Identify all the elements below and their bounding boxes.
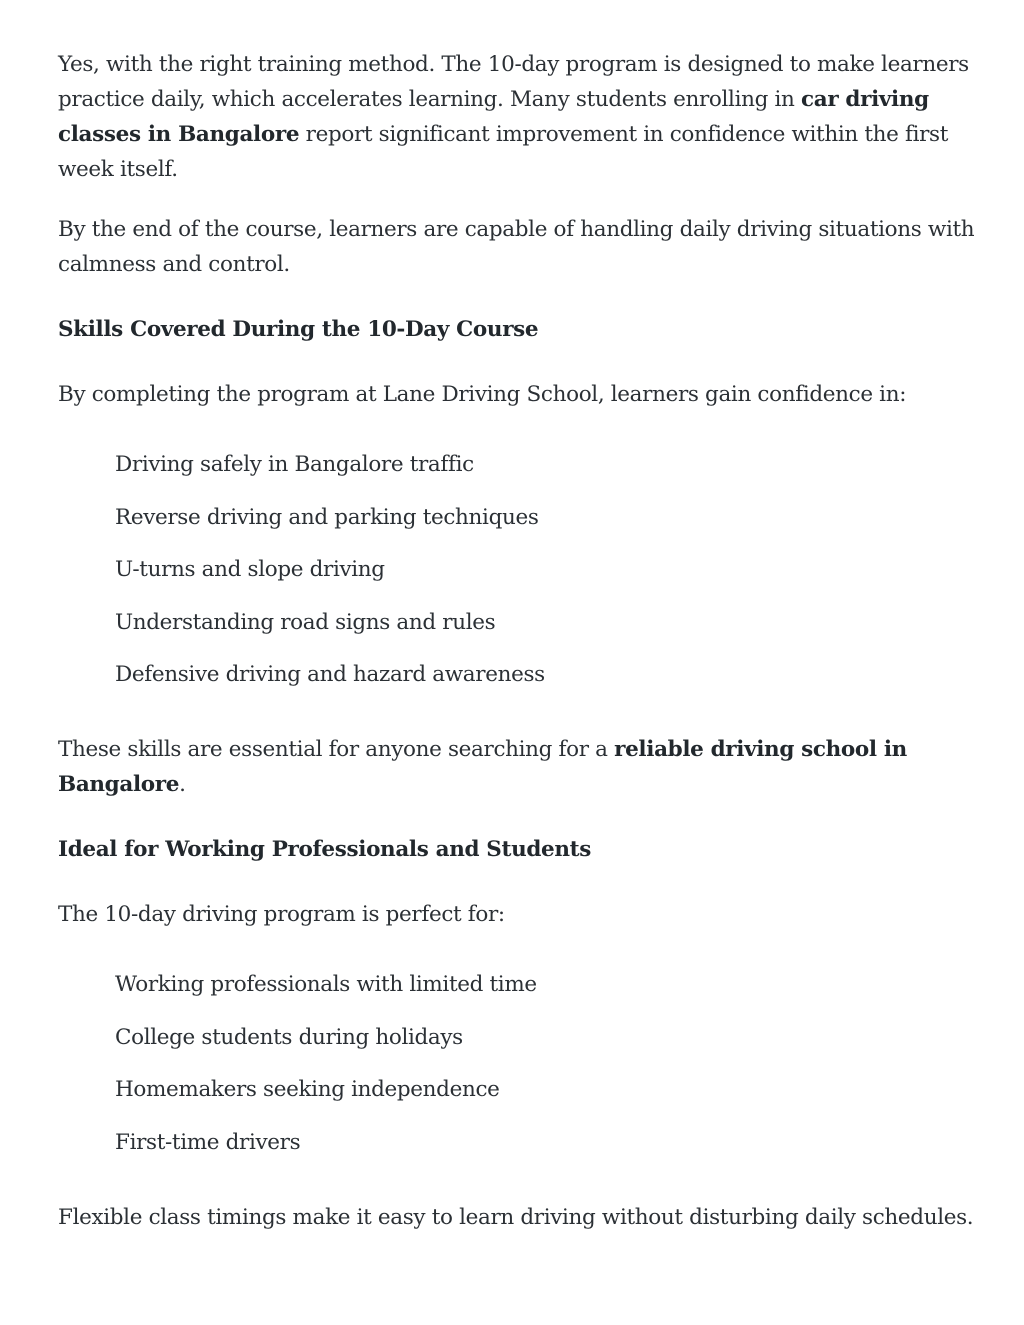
paragraph-text: These skills are essential for anyone searching for a bbox=[58, 737, 615, 762]
audience-intro: The 10-day driving program is perfect for: bbox=[58, 902, 505, 927]
audience-list bbox=[58, 967, 988, 1160]
skills-list bbox=[58, 447, 988, 692]
paragraph-text: . bbox=[179, 772, 186, 797]
paragraph-skills-essential bbox=[58, 732, 988, 802]
paragraph-training-method bbox=[58, 47, 988, 187]
list-item: Homemakers seeking independence bbox=[115, 1077, 500, 1102]
paragraph-text: Yes, with the right training method. The 10-day program is designed to make learners practice daily, which accelerates learning. Many students enrolling in bbox=[58, 52, 969, 112]
list-item: Understanding road signs and rules bbox=[115, 609, 496, 635]
list-item: Driving safely in Bangalore traffic bbox=[115, 452, 474, 477]
keyword-reliable-driving-school: reliable driving school in Bangalore bbox=[58, 737, 907, 797]
list-item: Defensive driving and hazard awareness bbox=[115, 662, 545, 687]
paragraph-flexible-timings: Flexible class timings make it easy to learn driving without disturbing daily schedules. bbox=[58, 1204, 974, 1230]
paragraph-text: report significant improvement in confidence within the first week itself. bbox=[58, 122, 949, 182]
list-item: Reverse driving and parking techniques bbox=[115, 504, 539, 530]
keyword-car-driving-classes: car driving classes in Bangalore bbox=[58, 87, 929, 147]
heading-ideal-for: Ideal for Working Professionals and Students bbox=[58, 837, 591, 862]
skills-intro: By completing the program at Lane Driving School, learners gain confidence in: bbox=[58, 382, 907, 407]
document-page bbox=[58, 47, 988, 1235]
heading-skills-covered: Skills Covered During the 10-Day Course bbox=[58, 317, 539, 342]
list-item: Working professionals with limited time bbox=[115, 972, 537, 997]
list-item: College students during holidays bbox=[115, 1024, 463, 1050]
list-item: U-turns and slope driving bbox=[115, 557, 385, 582]
list-item: First-time drivers bbox=[115, 1129, 301, 1155]
paragraph-course-outcome: By the end of the course, learners are capable of handling daily driving situations with calmness and control. bbox=[58, 217, 975, 277]
